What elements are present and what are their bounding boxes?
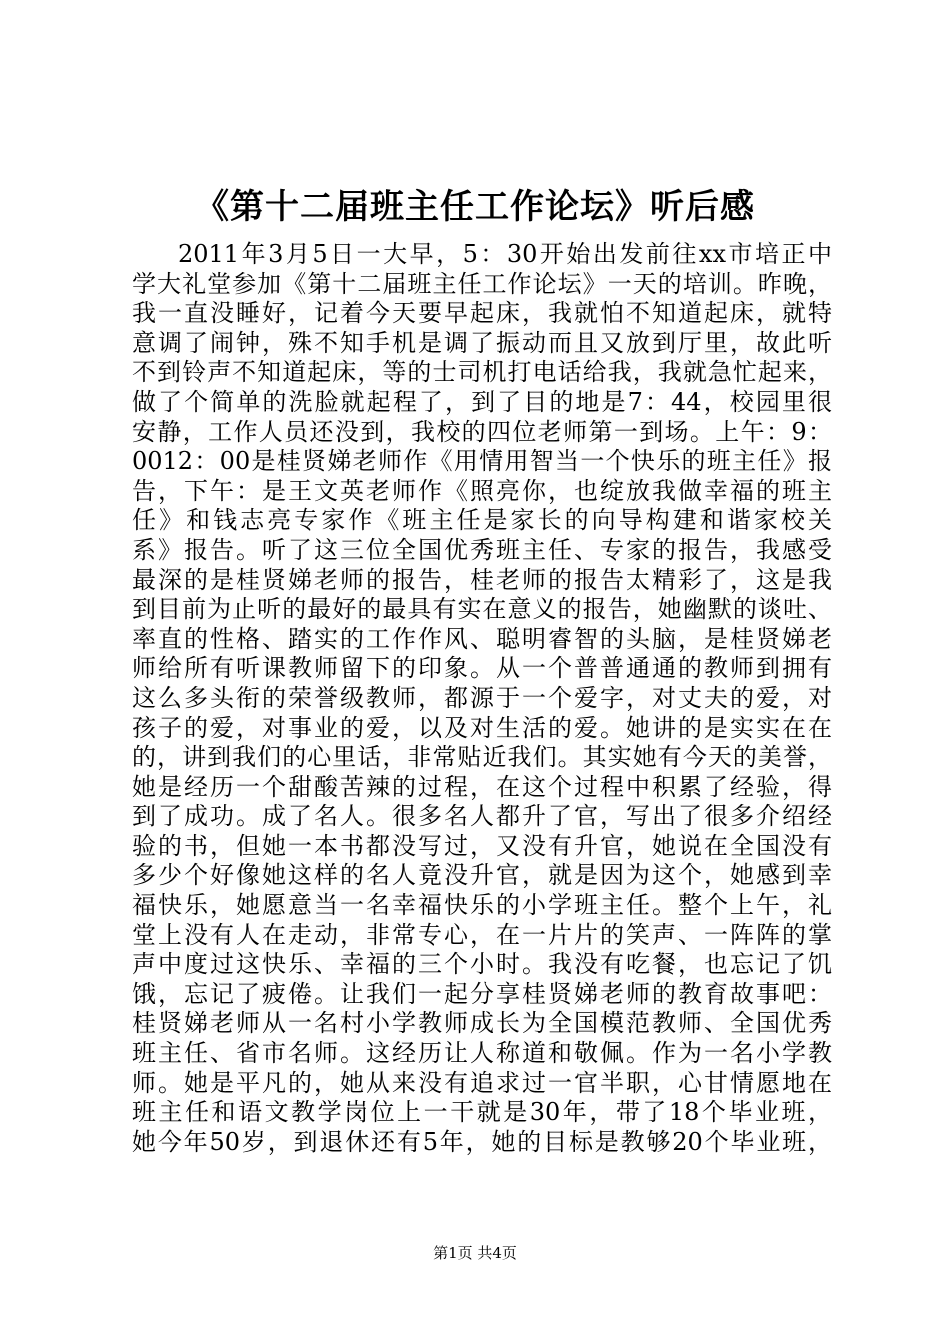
body-paragraph — [132, 240, 832, 1157]
text-line: 这么多头衔的荣誉级教师，都源于一个爱字，对丈夫的爱，对 — [132, 683, 832, 712]
text-line: 任》和钱志亮专家作《班主任是家长的向导构建和谐家校关 — [132, 506, 832, 535]
text-line: 不到铃声不知道起床，等的士司机打电话给我，我就急忙起来， — [132, 358, 832, 387]
text-line: 率直的性格、踏实的工作作风、聪明睿智的头脑，是桂贤娣老 — [132, 624, 832, 653]
text-line: 堂上没有人在走动，非常专心，在一片片的笑声、一阵阵的掌 — [132, 920, 832, 949]
text-line: 桂贤娣老师从一名村小学教师成长为全国模范教师、全国优秀 — [132, 1009, 832, 1038]
text-line: 0012：00是桂贤娣老师作《用情用智当一个快乐的班主任》报 — [132, 447, 832, 476]
text-line: 2011年3月5日一大早，5：30开始出发前往xx市培正中 — [178, 240, 832, 268]
text-line: 班主任和语文教学岗位上一干就是30年，带了18个毕业班， — [132, 1098, 832, 1127]
text-line: 师。她是平凡的，她从来没有追求过一官半职，心甘情愿地在 — [132, 1068, 832, 1097]
text-line: 到目前为止听的最好的最具有实在意义的报告，她幽默的谈吐、 — [132, 595, 832, 624]
text-line: 安静，工作人员还没到，我校的四位老师第一到场。上午：9： — [132, 417, 832, 446]
text-line: 多少个好像她这样的名人竟没升官，就是因为这个，她感到幸 — [132, 861, 832, 890]
text-line: 系》报告。听了这三位全国优秀班主任、专家的报告，我感受 — [132, 535, 832, 564]
text-line: 学大礼堂参加《第十二届班主任工作论坛》一天的培训。昨晚， — [132, 269, 832, 298]
text-line: 验的书，但她一本书都没写过，又没有升官，她说在全国没有 — [132, 831, 832, 860]
text-line: 师给所有听课教师留下的印象。从一个普普通通的教师到拥有 — [132, 654, 832, 683]
document-title: 《第十二届班主任工作论坛》听后感 — [195, 187, 755, 227]
text-line: 声中度过这快乐、幸福的三个小时。我没有吃餐，也忘记了饥 — [132, 950, 832, 979]
text-line: 班主任、省市名师。这经历让人称道和敬佩。作为一名小学教 — [132, 1039, 832, 1068]
text-line: 做了个简单的洗脸就起程了，到了目的地是7：44，校园里很 — [132, 387, 832, 416]
text-line: 福快乐，她愿意当一名幸福快乐的小学班主任。整个上午，礼 — [132, 891, 832, 920]
text-line: 饿，忘记了疲倦。让我们一起分享桂贤娣老师的教育故事吧： — [132, 979, 832, 1008]
text-line: 孩子的爱，对事业的爱，以及对生活的爱。她讲的是实实在在 — [132, 713, 832, 742]
text-line: 的，讲到我们的心里话，非常贴近我们。其实她有今天的美誉， — [132, 743, 832, 772]
text-line: 最深的是桂贤娣老师的报告，桂老师的报告太精彩了，这是我 — [132, 565, 832, 594]
text-line: 意调了闹钟，殊不知手机是调了振动而且又放到厅里，故此听 — [132, 328, 832, 357]
text-line: 到了成功。成了名人。很多名人都升了官，写出了很多介绍经 — [132, 802, 832, 831]
text-line: 我一直没睡好，记着今天要早起床，我就怕不知道起床，就特 — [132, 299, 832, 328]
text-line: 她今年50岁，到退休还有5年，她的目标是教够20个毕业班， — [132, 1127, 832, 1156]
text-line: 她是经历一个甜酸苦辣的过程，在这个过程中积累了经验，得 — [132, 772, 832, 801]
page-number-footer: 第1页 共4页 — [433, 1244, 517, 1262]
text-line: 告，下午：是王文英老师作《照亮你，也绽放我做幸福的班主 — [132, 476, 832, 505]
